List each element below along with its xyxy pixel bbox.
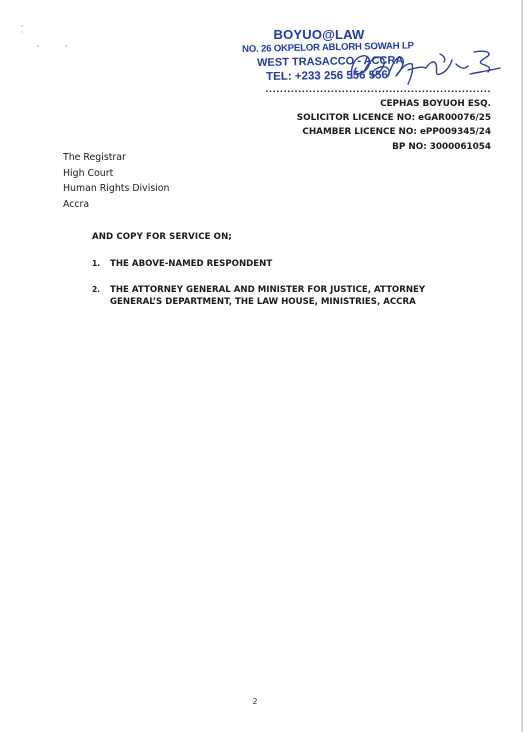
stamp-address-line2: WEST TRASACCO - ACCRA: [257, 54, 404, 69]
service-heading: AND COPY FOR SERVICE ON;: [92, 232, 232, 242]
chamber-licence: CHAMBER LICENCE NO: ePP009345/24: [302, 127, 491, 138]
addressee-line-city: Accra: [63, 198, 90, 210]
handwritten-signature: [342, 40, 502, 92]
stamp-telephone: TEL: +233 256 556 556: [266, 69, 388, 83]
service-item-text: THE ATTORNEY GENERAL AND MINISTER FOR JUSTICE, ATTORNEY GENERAL’S DEPARTMENT, THE LAW HOUSE, MINISTRIES, ACCRA: [110, 284, 426, 308]
signature-dotted-line: ..............................................................: [265, 87, 491, 94]
addressee-block: [63, 150, 170, 212]
stamp-firm-name: BOYUO@LAW: [273, 27, 365, 42]
counsel-name: CEPHAS BOYUOH ESQ.: [380, 99, 491, 109]
service-list: [92, 258, 452, 322]
bp-number: BP NO: 3000061054: [392, 141, 491, 152]
addressee-line-division: Human Rights Division: [63, 183, 170, 194]
service-item-number: 2.: [92, 284, 101, 294]
service-item-attorney-general: [92, 284, 452, 309]
service-item-number: 1.: [92, 259, 101, 268]
service-item-text: THE ABOVE-NAMED RESPONDENT: [110, 259, 273, 269]
addressee-line-court: High Court: [63, 167, 114, 179]
addressee-line-registrar: The Registrar: [63, 152, 126, 163]
page-number: 2: [252, 697, 258, 706]
counsel-block: [265, 87, 491, 154]
solicitor-licence: SOLICITOR LICENCE NO: eGAR00076/25: [296, 113, 491, 124]
stamp-address-line1: NO. 26 OKPELOR ABLORH SOWAH LP: [242, 40, 414, 55]
service-item-respondent: [92, 258, 452, 271]
law-firm-stamp: [0, 0, 523, 100]
